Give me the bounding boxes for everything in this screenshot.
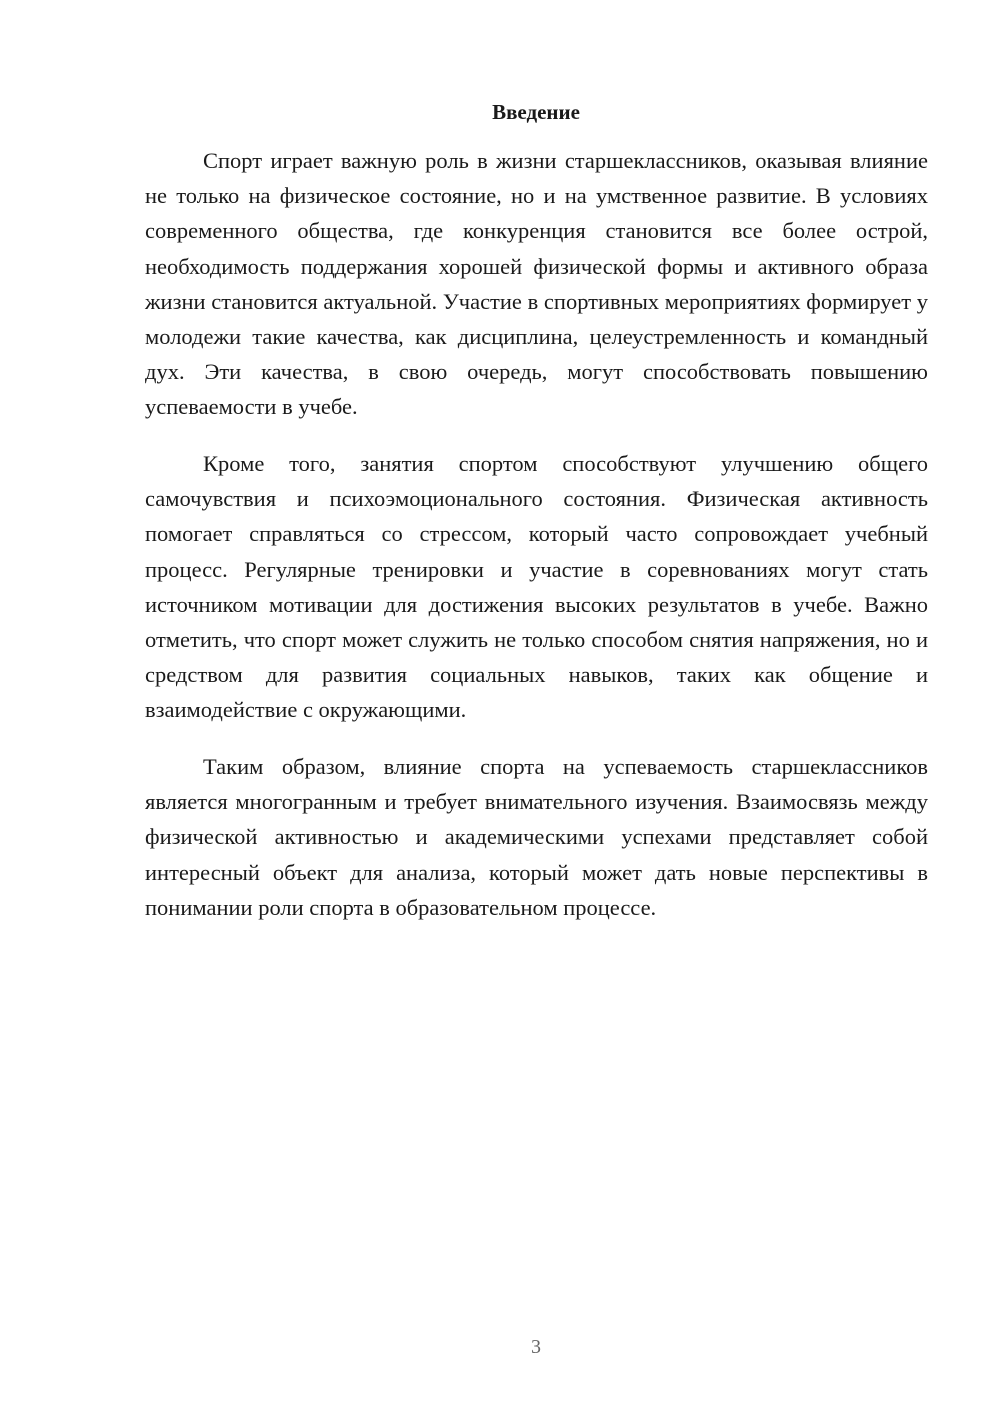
page-number: 3 (531, 1336, 541, 1358)
section-heading: Введение (492, 100, 580, 124)
paragraph-1: Спорт играет важную роль в жизни старшеклассников, оказывая влияние не только на физическое состояние, но и на умственное развитие. В условиях современного общества, где конкуренция становится все более острой, необходимость поддержания хорошей физической формы и активного образа жизни становится актуальной. Участие в спортивных мероприятиях формирует у молодежи такие качества, как дисциплина, целеустремленность и командный дух. Эти качества, в свою очередь, могут способствовать повышению успеваемости в учебе. (145, 148, 928, 420)
paragraph-2: Кроме того, занятия спортом способствуют улучшению общего самочувствия и психоэмоционального состояния. Физическая активность помогает справляться со стрессом, который часто сопровождает учебный процесс. Регулярные тренировки и участие в соревнованиях могут стать источником мотивации для достижения высоких результатов в учебе. Важно отметить, что спорт может служить не только способом снятия напряжения, но и средством для развития социальных навыков, таких как общение и взаимодействие с окружающими. (145, 451, 928, 723)
paragraph-3: Таким образом, влияние спорта на успеваемость старшеклассников является многогранным и требует внимательного изучения. Взаимосвязь между физической активностью и академическими успехами представляет собой интересный объект для анализа, который может дать новые перспективы в понимании роли спорта в образовательном процессе. (145, 754, 928, 920)
